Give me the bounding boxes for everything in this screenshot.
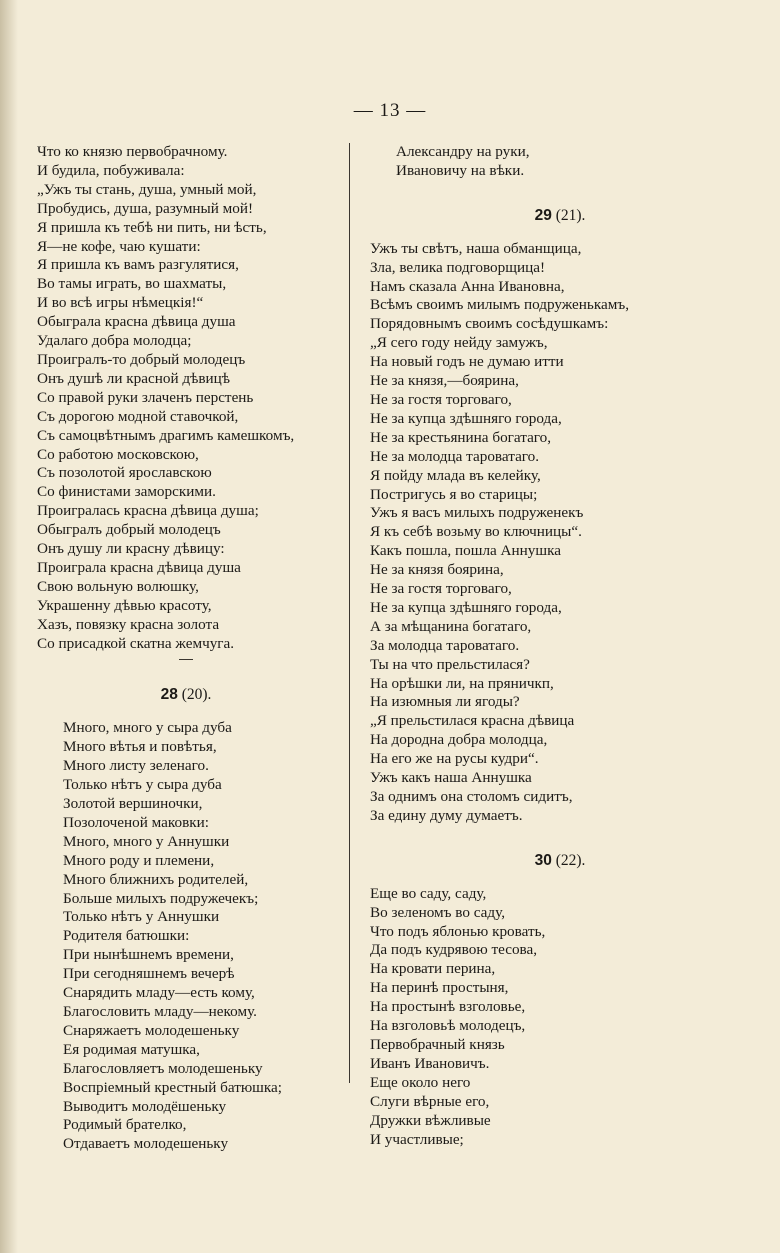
verse-line: Я пришла къ тебѣ ни пить, ни ѣсть,	[37, 218, 267, 236]
verse-line: Не за купца здѣшняго города,	[370, 409, 562, 427]
verse-line: Больше милыхъ подружечекъ;	[63, 889, 259, 907]
song-number: 28	[160, 686, 178, 704]
verse-line: Я къ себѣ возьму во ключницы“.	[370, 523, 582, 541]
verse-block	[370, 885, 750, 1150]
song-heading-30	[370, 852, 750, 871]
verse-line: Иванъ Ивановичъ.	[370, 1054, 490, 1072]
verse-line: На его же на русы кудри“.	[370, 750, 539, 768]
verse-line: Не за купца здѣшняго города,	[370, 598, 562, 616]
verse-block	[37, 143, 335, 653]
verse-line: Свою вольную волюшку,	[37, 577, 199, 595]
verse-line: Позолоченой маковки:	[63, 813, 210, 831]
verse-line: Только нѣтъ у Аннушки	[63, 908, 220, 926]
verse-line: Я пришла къ вамъ разгулятися,	[37, 256, 239, 274]
song-heading-28	[37, 686, 335, 705]
verse-line: Благословить младу—некому.	[63, 1002, 257, 1020]
verse-line: Ужъ какъ наша Аннушка	[370, 769, 532, 787]
verse-line: Проигралъ-то добрый молодецъ	[37, 350, 246, 368]
verse-line: Еще около него	[370, 1073, 471, 1091]
verse-line: Ты на что прельстилася?	[370, 655, 530, 673]
verse-line: Обыгралъ добрый молодецъ	[37, 521, 221, 539]
verse-line: За однимъ она столомъ сидитъ,	[370, 788, 573, 805]
verse-line: А за мѣщанина богатаго,	[370, 617, 532, 635]
song-variant-number: (21).	[555, 206, 586, 224]
verse-line: На дородна добра молодца,	[370, 731, 548, 749]
verse-line: Съ позолотой ярославскою	[37, 464, 212, 482]
left-column	[37, 143, 335, 1154]
verse-line: Зла, велика подговорщица!	[370, 258, 545, 276]
verse-line: Что подъ яблонью кровать,	[370, 922, 546, 940]
song-variant-number: (20).	[181, 686, 212, 704]
verse-line: Я—не кофе, чаю кушати:	[37, 237, 201, 255]
verse-line: Порядовнымъ своимъ сосѣдушкамъ:	[370, 315, 609, 333]
verse-line: Проиграла красна дѣвица душа	[37, 558, 241, 576]
verse-line: Проигралась красна дѣвица душа;	[37, 502, 259, 520]
verse-line: Много, много у Аннушки	[63, 832, 230, 850]
verse-line: Со присадкой скатна жемчуга.	[37, 634, 235, 652]
verse-line: Во зеленомъ во саду,	[370, 903, 505, 921]
verse-line: Обыграла красна дѣвица душа	[37, 313, 236, 331]
verse-block	[370, 143, 750, 181]
song-variant-number: (22).	[555, 851, 586, 869]
verse-line: Да подъ кудрявою тесова,	[370, 941, 538, 959]
verse-line: Хазъ, повязку красна золота	[37, 615, 220, 633]
verse-line: Ужъ ты свѣтъ, наша обманщица,	[370, 239, 582, 257]
verse-line: За молодца тароватаго.	[370, 636, 520, 654]
verse-line: Снаряжаетъ молодешеньку	[63, 1021, 240, 1039]
verse-line: Не за молодца тароватаго.	[370, 447, 540, 465]
verse-block	[37, 719, 335, 1154]
verse-line: Родителя батюшки:	[63, 927, 190, 945]
verse-line: На изюмныя ли ягоды?	[370, 693, 520, 711]
right-column	[370, 143, 750, 1149]
verse-line: Дружки вѣжливые	[370, 1111, 491, 1129]
verse-line: Много роду и племени,	[63, 851, 215, 869]
verse-line: Не за крестьянина богатаго,	[370, 428, 552, 446]
verse-line: За едину думу думаетъ.	[370, 806, 523, 824]
song-heading-29	[370, 207, 750, 226]
verse-line: Не за гостя торговаго,	[370, 580, 512, 598]
verse-line: „Я сего году нейду замужъ,	[370, 334, 548, 352]
section-end-rule	[179, 659, 193, 660]
verse-line: Только нѣтъ у сыра дуба	[63, 776, 222, 794]
verse-line: На перинѣ простыня,	[370, 979, 509, 997]
verse-line: Много листу зеленаго.	[63, 757, 209, 775]
verse-line: Что ко князю первобрачному.	[37, 143, 228, 160]
verse-line: Золотой вершиночки,	[63, 795, 203, 812]
verse-line: Какъ пошла, пошла Аннушка	[370, 542, 561, 560]
verse-line: Много ближнихъ родителей,	[63, 870, 249, 888]
verse-line: Со работою московскою,	[37, 445, 199, 463]
verse-line: На простынѣ взголовье,	[370, 998, 526, 1016]
verse-line: Еще во саду, саду,	[370, 884, 487, 902]
verse-line: На взголовьѣ молодецъ,	[370, 1017, 526, 1035]
verse-line: Благословляетъ молодешеньку	[63, 1059, 263, 1077]
verse-line: Александру на руки,	[396, 143, 530, 160]
verse-line: При сегодняшнемъ вечерѣ	[63, 965, 235, 983]
verse-line: Много вѣтья и повѣтья,	[63, 738, 217, 756]
verse-line: Первобрачный князь	[370, 1035, 505, 1053]
verse-line: На орѣшки ли, на пряничкп,	[370, 674, 554, 692]
verse-line: И во всѣ игры нѣмецкія!“	[37, 294, 204, 312]
verse-line: Слуги вѣрные его,	[370, 1092, 490, 1110]
verse-line: Всѣмъ своимъ милымъ подруженькамъ,	[370, 296, 629, 314]
page-number: — 13 —	[353, 100, 427, 121]
verse-line: Родимый брателко,	[63, 1116, 187, 1134]
song-number: 29	[534, 206, 552, 224]
verse-line: Снарядить младу—есть кому,	[63, 984, 255, 1002]
verse-line: Я пойду млада въ келейку,	[370, 466, 541, 484]
verse-line: Во тамы играть, во шахматы,	[37, 275, 227, 293]
verse-line: Со финистами заморскими.	[37, 483, 216, 501]
verse-line: Съ дорогою модной ставочкой,	[37, 407, 239, 425]
verse-line: Выводитъ молодёшеньку	[63, 1097, 227, 1115]
verse-line: Не за князя боярина,	[370, 561, 504, 579]
verse-line: Не за гостя торговаго,	[370, 390, 512, 408]
verse-line: Съ самоцвѣтнымъ драгимъ камешкомъ,	[37, 426, 295, 444]
verse-line: На кровати перина,	[370, 960, 496, 978]
verse-line: Много, много у сыра дуба	[63, 719, 232, 737]
verse-block	[370, 240, 750, 826]
verse-line: Воспріемный крестный батюшка;	[63, 1078, 282, 1096]
verse-line: И участливые;	[370, 1130, 464, 1148]
verse-line: Со правой руки злаченъ перстень	[37, 388, 254, 406]
verse-line: Удалаго добра молодца;	[37, 332, 192, 350]
verse-line: Пробудись, душа, разумный мой!	[37, 199, 254, 217]
verse-line: Ея родимая матушка,	[63, 1040, 200, 1058]
column-divider	[349, 143, 350, 1083]
page-edge-shadow	[0, 0, 18, 1253]
verse-line: На новый годъ не думаю итти	[370, 353, 564, 371]
verse-line: Отдаваетъ молодешеньку	[63, 1135, 229, 1153]
verse-line: Ужъ я васъ милыхъ подруженекъ	[370, 504, 584, 522]
verse-line: Украшенну дѣвью красоту,	[37, 596, 212, 614]
verse-line: И будила, побуживала:	[37, 161, 185, 179]
verse-line: „Я прельстилася красна дѣвица	[370, 712, 575, 730]
verse-line: При нынѣшнемъ времени,	[63, 946, 234, 964]
verse-line: Намъ сказала Анна Ивановна,	[370, 277, 565, 295]
verse-line: Постригусь я во старицы;	[370, 485, 538, 503]
verse-line: Онъ душѣ ли красной дѣвицѣ	[37, 369, 231, 387]
verse-line: Ивановичу на вѣки.	[396, 161, 525, 179]
verse-line: Онъ душу ли красну дѣвицу:	[37, 540, 225, 558]
verse-line: „Ужъ ты стань, душа, умный мой,	[37, 180, 257, 198]
verse-line: Не за князя,—боярина,	[370, 372, 519, 390]
song-number: 30	[534, 851, 552, 869]
